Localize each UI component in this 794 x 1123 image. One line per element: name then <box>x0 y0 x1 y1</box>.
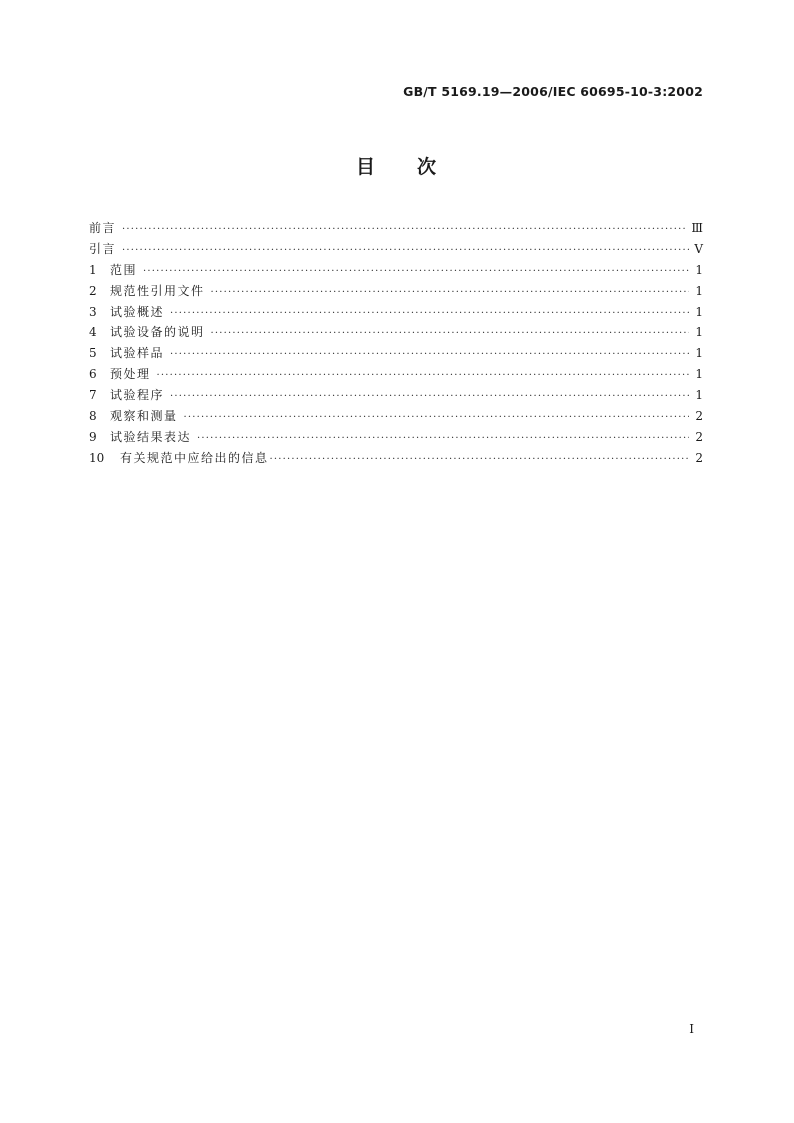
toc-entry-label: 试验结果表达 <box>110 429 192 444</box>
toc-entry-label: 预处理 <box>110 367 151 382</box>
toc-entry-number: 6 <box>89 367 97 382</box>
toc-entry-page: 1 <box>695 262 703 277</box>
toc-entry-leader <box>270 450 689 471</box>
toc-entry-label: 试验设备的说明 <box>110 325 205 340</box>
toc-entry-page: Ⅲ <box>691 221 703 235</box>
toc-entry-leader <box>184 408 689 429</box>
page-title-char-2: 次 <box>417 156 439 178</box>
toc-entry-4[interactable] <box>89 322 703 343</box>
toc-entry-label: 有关规范中应给出的信息 <box>120 450 269 465</box>
toc-entry-1[interactable] <box>89 260 703 281</box>
toc-entry-label: 范围 <box>110 262 138 277</box>
toc-entry-leader <box>170 345 689 366</box>
page-number: Ⅰ <box>689 1022 694 1036</box>
toc-entry-number: 9 <box>89 429 97 444</box>
toc-entry-leader <box>122 220 687 241</box>
toc-entry-leader <box>143 262 689 283</box>
toc-entry-leader <box>122 241 689 262</box>
toc-entry-number: 10 <box>89 450 105 465</box>
toc-entry-page: 2 <box>695 429 703 444</box>
page-title-char-1: 目 <box>355 156 377 178</box>
toc-entry-page: 1 <box>695 367 703 382</box>
toc-entry-number: 5 <box>89 346 97 361</box>
toc-entry-page: 2 <box>695 409 703 424</box>
toc-entry-label: 前言 <box>89 221 117 235</box>
toc-entry-5[interactable] <box>89 343 703 364</box>
toc-entry-page: 1 <box>695 325 703 340</box>
toc-entry-leader <box>197 429 689 450</box>
toc-entry-number: 8 <box>89 409 97 424</box>
toc-entry-label: 试验样品 <box>110 346 165 361</box>
table-of-contents <box>89 218 703 469</box>
toc-entry-introduction[interactable] <box>89 239 703 260</box>
toc-entry-7[interactable] <box>89 385 703 406</box>
standard-code-header: GB/T 5169.19—2006/IEC 60695-10-3:2002 <box>403 84 703 99</box>
toc-entry-leader <box>170 387 689 408</box>
toc-entry-leader <box>211 324 689 345</box>
toc-entry-number: 3 <box>89 304 97 319</box>
toc-entry-3[interactable] <box>89 302 703 323</box>
toc-entry-number: 1 <box>89 262 97 277</box>
toc-entry-8[interactable] <box>89 406 703 427</box>
toc-entry-number: 7 <box>89 388 97 403</box>
toc-entry-label: 规范性引用文件 <box>110 283 205 298</box>
toc-entry-number: 2 <box>89 283 97 298</box>
toc-entry-2[interactable] <box>89 281 703 302</box>
toc-entry-leader <box>170 304 689 325</box>
toc-entry-number: 4 <box>89 325 97 340</box>
toc-entry-9[interactable] <box>89 427 703 448</box>
toc-entry-page: 1 <box>695 346 703 361</box>
toc-entry-label: 观察和测量 <box>110 409 178 424</box>
toc-entry-page: Ⅴ <box>694 241 703 256</box>
toc-entry-label: 试验概述 <box>110 304 165 319</box>
toc-entry-page: 1 <box>695 304 703 319</box>
toc-entry-6[interactable] <box>89 364 703 385</box>
toc-entry-page: 1 <box>695 283 703 298</box>
page-title <box>0 152 794 179</box>
toc-entry-10[interactable] <box>89 448 703 469</box>
toc-entry-page: 1 <box>695 388 703 403</box>
toc-entry-page: 2 <box>695 450 703 465</box>
toc-entry-label: 引言 <box>89 241 117 256</box>
toc-entry-foreword[interactable] <box>89 218 703 239</box>
toc-entry-label: 试验程序 <box>110 388 165 403</box>
toc-entry-leader <box>157 366 689 387</box>
toc-entry-leader <box>211 283 689 304</box>
